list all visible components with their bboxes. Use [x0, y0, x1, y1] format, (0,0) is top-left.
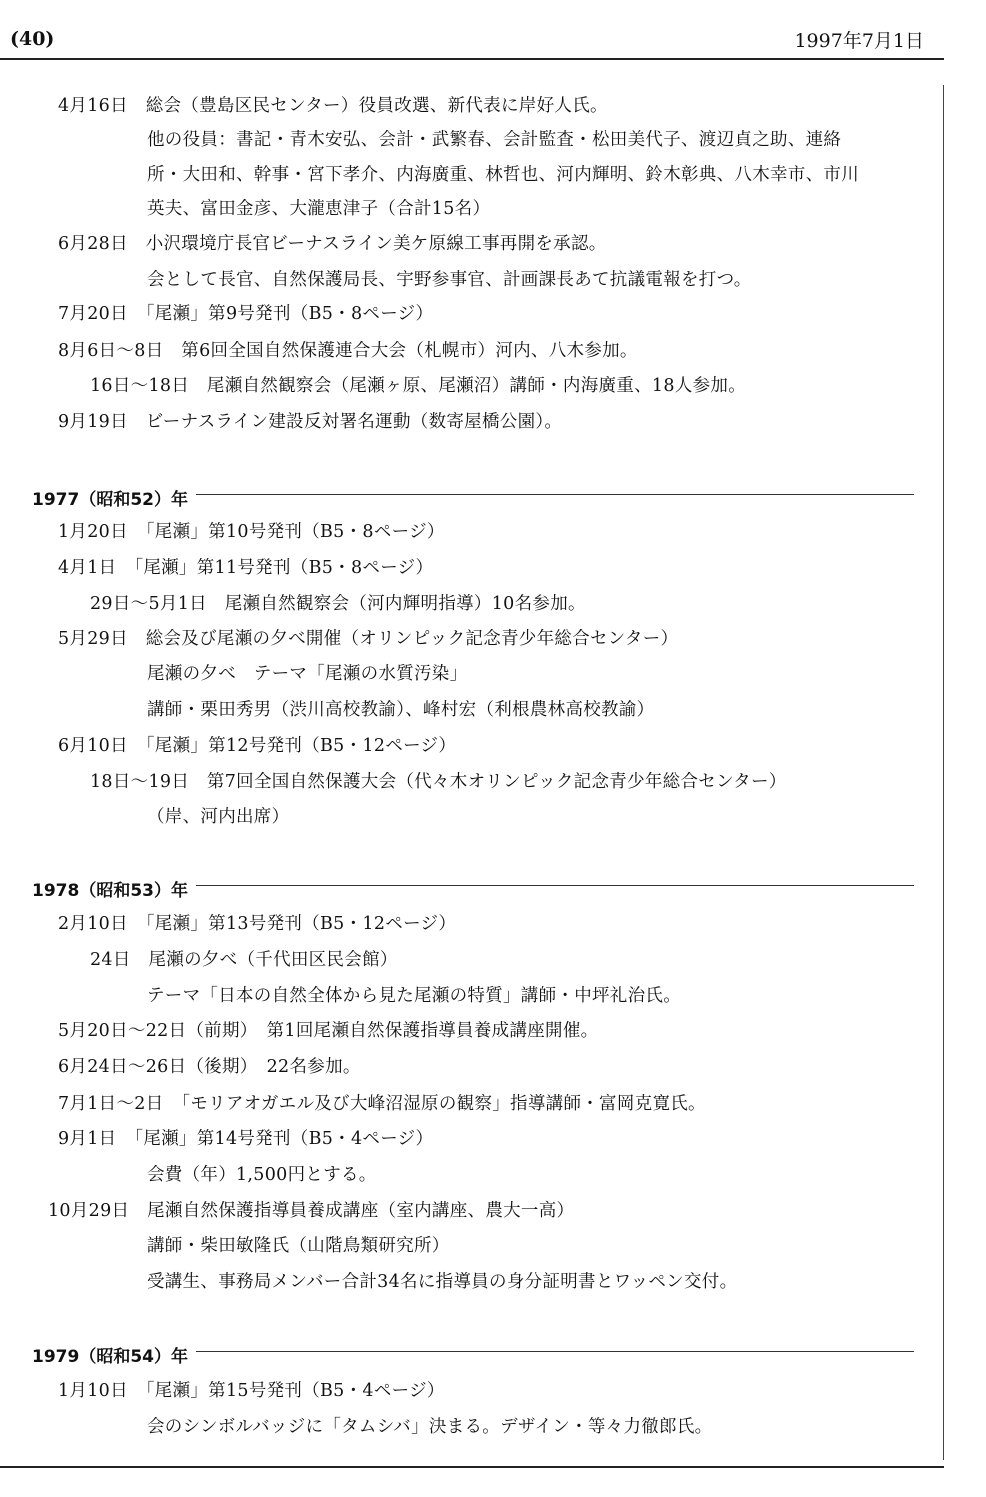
page-number: (40): [10, 28, 55, 50]
entry-line: 7月1日〜2日 「モリアオガエル及び大峰沼湿原の観察」指導講師・富岡克寛氏。: [58, 1094, 706, 1114]
entry-line: 尾瀬の夕べ テーマ「尾瀬の水質汚染」: [147, 664, 468, 684]
year-rule: [196, 1351, 914, 1352]
entry-line: 18日〜19日 第7回全国自然保護大会（代々木オリンピック記念青少年総合センター）: [90, 772, 787, 792]
entry-line: 8月6日〜8日 第6回全国自然保護連合大会（札幌市）河内、八木参加。: [58, 341, 638, 361]
entry-line: 16日〜18日 尾瀬自然観察会（尾瀬ヶ原、尾瀬沼）講師・内海廣重、18人参加。: [90, 376, 747, 396]
entry-line: 1月20日 「尾瀬」第10号発刊（B5・8ページ）: [58, 522, 445, 542]
entry-line: 2月10日 「尾瀬」第13号発刊（B5・12ページ）: [58, 914, 457, 934]
entry-line: 5月20日〜22日（前期） 第1回尾瀬自然保護指導員養成講座開催。: [58, 1021, 599, 1041]
entry-line: 29日〜5月1日 尾瀬自然観察会（河内輝明指導）10名参加。: [90, 594, 586, 614]
right-margin-rule: [943, 85, 944, 1460]
entry-line: 5月29日 総会及び尾瀬の夕べ開催（オリンピック記念青少年総合センター）: [58, 629, 679, 649]
entry-line: 講師・柴田敏隆氏（山階鳥類研究所）: [147, 1236, 450, 1256]
entry-line: 4月16日 総会（豊島区民センター）役員改選、新代表に岸好人氏。: [58, 96, 608, 116]
header-rule: [0, 58, 944, 60]
entry-line: 4月1日 「尾瀬」第11号発刊（B5・8ページ）: [58, 558, 434, 578]
entry-line: 所・大田和、幹事・宮下孝介、内海廣重、林哲也、河内輝明、鈴木彰典、八木幸市、市川: [147, 165, 859, 185]
entry-line: 9月19日 ビーナスライン建設反対署名運動（数寄屋橋公園）。: [58, 412, 563, 432]
entry-line: 6月28日 小沢環境庁長官ビーナスライン美ケ原線工事再開を承認。: [58, 234, 607, 254]
year-rule: [196, 494, 914, 495]
entry-line: 7月20日 「尾瀬」第9号発刊（B5・8ページ）: [58, 304, 434, 324]
entry-line: （岸、河内出席）: [147, 807, 290, 827]
year-heading: 1978（昭和53）年: [32, 881, 188, 901]
entry-line: 6月10日 「尾瀬」第12号発刊（B5・12ページ）: [58, 736, 457, 756]
entry-line: 6月24日〜26日（後期） 22名参加。: [58, 1057, 361, 1077]
entry-line: 10月29日 尾瀬自然保護指導員養成講座（室内講座、農大一高）: [48, 1201, 575, 1221]
entry-line: 1月10日 「尾瀬」第15号発刊（B5・4ページ）: [58, 1381, 445, 1401]
entry-line: 会費（年）1,500円とする。: [147, 1165, 377, 1185]
entry-line: 受講生、事務局メンバー合計34名に指導員の身分証明書とワッペン交付。: [147, 1272, 738, 1292]
issue-date: 1997年7月1日: [794, 30, 924, 52]
year-heading: 1979（昭和54）年: [32, 1347, 188, 1367]
entry-line: 講師・栗田秀男（渋川高校教諭）、峰村宏（利根農林高校教諭）: [147, 700, 655, 720]
entry-line: 会として長官、自然保護局長、宇野参事官、計画課長あて抗議電報を打つ。: [147, 270, 752, 290]
year-heading: 1977（昭和52）年: [32, 490, 188, 510]
entry-line: 会のシンボルバッジに「タムシバ」決まる。デザイン・等々力徹郎氏。: [147, 1417, 713, 1437]
footer-rule: [0, 1466, 944, 1468]
year-rule: [196, 885, 914, 886]
entry-line: 9月1日 「尾瀬」第14号発刊（B5・4ページ）: [58, 1129, 434, 1149]
entry-line: 他の役員：書記・青木安弘、会計・武繁春、会計監査・松田美代子、渡辺貞之助、連絡: [147, 130, 842, 150]
entry-line: 24日 尾瀬の夕べ（千代田区民会館）: [90, 950, 398, 970]
entry-line: テーマ「日本の自然全体から見た尾瀬の特質」講師・中坪礼治氏。: [147, 986, 681, 1006]
entry-line: 英夫、富田金彦、大瀧恵津子（合計15名）: [147, 199, 491, 219]
